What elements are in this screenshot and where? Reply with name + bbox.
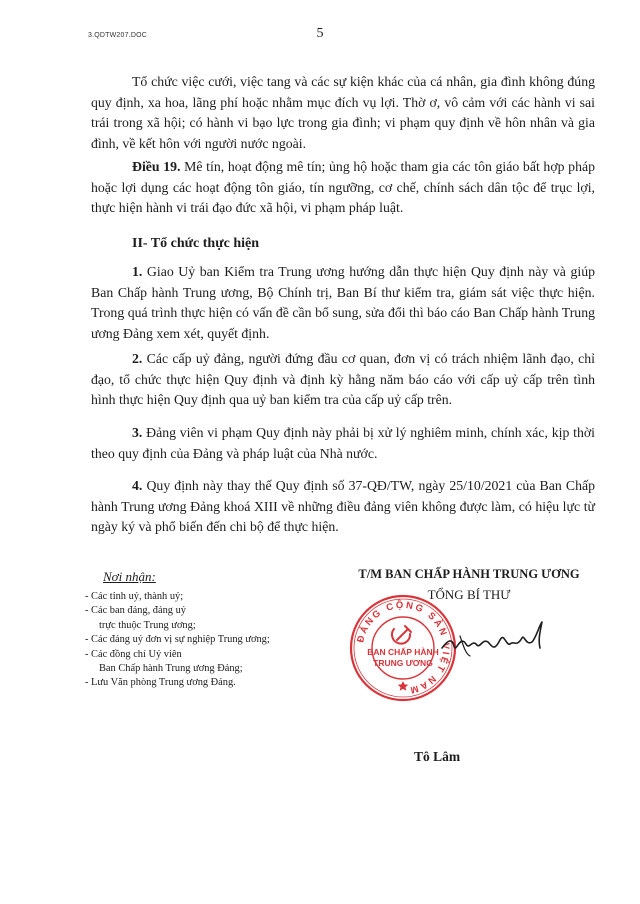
article-number: Điều 19. — [132, 159, 181, 174]
recipient-line: - Lưu Văn phòng Trung ương Đảng. — [85, 677, 236, 689]
item-text: Đảng viên vi phạm Quy định này phải bị xử lý nghiêm minh, chính xác, kịp thời theo quy định của Đảng và pháp luật của Nhà nước. — [91, 425, 595, 461]
item-number: 1. — [132, 264, 143, 279]
recipients-list — [85, 590, 270, 691]
recipients-title: Nơi nhận: — [103, 569, 156, 584]
recipient-line: - Các tỉnh uỷ, thành uỷ; — [85, 591, 184, 602]
item-2 — [91, 349, 595, 411]
document-code: 3.QDTW207.DOC — [88, 32, 147, 39]
recipient-line: - Các đảng uỷ đơn vị sự nghiệp Trung ương; — [85, 634, 270, 646]
item-3 — [91, 423, 595, 464]
page-number: 5 — [316, 26, 324, 41]
paragraph-wedding-funeral — [91, 72, 595, 154]
item-4 — [91, 476, 595, 538]
paragraph-text: Tổ chức việc cưới, việc tang và các sự kiện khác của cá nhân, gia đình không đúng quy định, xa hoa, lãng phí hoặc nhằm mục đích vụ lợi. Thờ ơ, vô cảm với các hành vi sai trái trong xã hội; có hành vi bạo lực trong gia đình; vi phạm quy định về hôn nhân và gia đình, về kết hôn với người nước ngoài. — [91, 74, 595, 151]
signatory-title: TỔNG BÍ THƯ — [427, 587, 511, 602]
section-heading: II- Tổ chức thực hiện — [132, 236, 259, 251]
recipient-line: Ban Chấp hành Trung ương Đảng; — [99, 663, 243, 675]
handwritten-signature — [436, 618, 552, 664]
recipient-line: trực thuộc Trung ương; — [99, 619, 196, 631]
item-number: 4. — [132, 478, 143, 493]
item-text: Quy định này thay thế Quy định số 37-QĐ/TW, ngày 25/10/2021 của Ban Chấp hành Trung ương Đảng khoá XIII về những điều đảng viên không được làm, có hiệu lực từ ngày ký và phổ biến đến chi bộ để thực hiện. — [91, 478, 595, 534]
seal-inner-line-1: BAN CHẤP HÀNH — [367, 647, 439, 657]
signatory-organization: T/M BAN CHẤP HÀNH TRUNG ƯƠNG — [358, 567, 580, 581]
paragraph-article-19 — [91, 157, 595, 219]
item-number: 2. — [132, 351, 143, 366]
signatory-name: Tô Lâm — [414, 749, 461, 764]
item-text: Giao Uỷ ban Kiểm tra Trung ương hướng dẫn thực hiện Quy định này và giúp Ban Chấp hành Trung ương, Bộ Chính trị, Ban Bí thư kiểm tra, giám sát việc thực hiện. Trong quá trình thực hiện có vấn đề cần bổ sung, sửa đổi thì báo cáo Ban Chấp hành Trung ương Đảng xem xét, quyết định. — [91, 264, 595, 341]
item-text: Các cấp uỷ đảng, người đứng đầu cơ quan, đơn vị có trách nhiệm lãnh đạo, chỉ đạo, tổ chức thực hiện Quy định và định kỳ hằng năm báo cáo với cấp uỷ cấp trên tình hình thực hiện Quy định qua uỷ ban kiểm tra của cấp uỷ cấp trên. — [91, 351, 595, 407]
item-number: 3. — [132, 425, 143, 440]
seal-inner-line-2: TRUNG ƯƠNG — [373, 658, 433, 668]
item-1 — [91, 262, 595, 344]
seal-outer-text: ĐẢNG CỘNG SẢN VIỆT NAM — [355, 599, 452, 696]
seal-star-icon — [398, 681, 408, 691]
paragraph-text: Mê tín, hoạt động mê tín; ủng hộ hoặc tham gia các tôn giáo bất hợp pháp hoặc lợi dụng các hoạt động tôn giáo, tín ngưỡng, cơ chế, chính sách dân tộc để trục lợi, thực hiện hành vi trái đạo đức xã hội, vi phạm pháp luật. — [91, 159, 595, 215]
recipient-line: - Các đồng chí Uỷ viên — [85, 648, 182, 660]
recipient-line: - Các ban đảng, đảng uỷ — [85, 605, 186, 617]
hammer-sickle-icon — [392, 626, 411, 644]
